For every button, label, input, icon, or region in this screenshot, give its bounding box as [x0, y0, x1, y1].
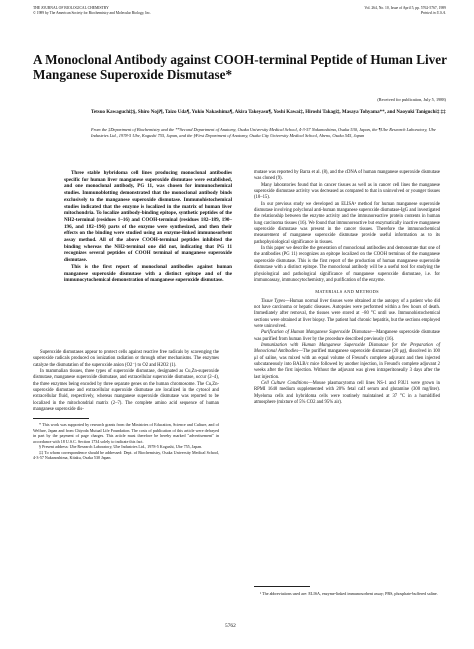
methods-paragraph — [254, 330, 440, 343]
methods-lead: Immunization with Human Manganese Superoxide Dismutase for the Preparation of Monoclonal Antibodies — [254, 342, 440, 355]
methods-text: —Human normal liver tissues were obtained at the autopsy of a patient who did not have carcinoma or hepatic diseases. Autopsies were performed within a few hours of death. Immediately after removal, the tissues were stored at −80 °C until use. Immunohistochemical sections were obtained at liver biopsy. The patient had chronic hepatitis, but the sections employed were uninvolved. — [254, 298, 440, 329]
footnote-right — [254, 581, 440, 601]
body-paragraph: In this paper we describe the generation of monoclonal antibodies and demonstrate that one of the antibodies (PG 11) recognizes an epitope localized on the COOH terminus of the manganese superoxide dismutase. This is the first report of the production of human manganese superoxide dismutase with a distinct epitope. The monoclonal antibody will be a useful tool for studying the physiological and pathological significance of manganese superoxide dismutase, i.e. for immunoassay, immunocytochemistry, and purification of the enzyme. — [254, 246, 440, 283]
methods-lead: Tissue Types — [261, 298, 285, 304]
affiliations: From the ‡Department of Biochemistry and the **Second Department of Anatomy, Osaka University Medical School, 4-3-57 Nakanoshima, Osaka 530, Japan, the ¶Ube Research Laboratory, Ube Industries Ltd., 1978-5 Ube, Kogushi 755, Japan, and the §First Department of Anatomy, Osaka City University Medical School, Abeno, Osaka 545, Japan — [91, 127, 436, 138]
volume-line: Vol. 264, No. 10, Issue of April 5, pp. 5762-5767, 1989 — [364, 6, 446, 10]
methods-lead: Cell Culture Conditions — [261, 381, 308, 386]
footnote: ‡‡ To whom correspondence should be addressed: Dept. of Biochemistry, Osaka University Medical School, 4-3-57 Nakanoshima, Kitaku, Osaka 530 Japan. — [33, 449, 219, 461]
journal-header — [33, 6, 151, 16]
body-paragraph: In our previous study we developed an ELISA¹ method for human manganese superoxide dismutase involving polyclonal anti-human manganese superoxide dismutase-IgG and investigated the relationship between the enzyme activity and the immunoreactive protein contents in human lung carcinoma tissues (16). We found that immunoreactive but enzymatically inactive manganese superoxide dismutase was present in the cancer tissues. Therefore the immunochemical measurement of manganese superoxide dismutase provide useful information as to its pathophysiological significance in tissues. — [254, 201, 440, 245]
received-date: (Received for publication, July 5, 1988) — [377, 97, 446, 102]
footnote-rule — [254, 586, 310, 587]
methods-paragraph — [254, 343, 440, 381]
left-column — [33, 350, 219, 461]
footnote: * This work was supported by research grants from the Ministries of Education, Science and Culture, and of Welfare, Japan and from Chiyoda Mutual Life Foundation. The costs of publication of this article were defrayed in part by the payment of page charges. This article must therefore be hereby marked "advertisement" in accordance with 18 U.S.C. Section 1734 solely to indicate this fact. — [33, 422, 219, 444]
abstract-paragraph: Three stable hybridoma cell lines producing monoclonal antibodies specific for human liver manganese superoxide dismutase were established, and one monoclonal antibody, PG 11, was chosen for immunochemical studies. Immunoblotting demonstrated that the monoclonal antibody binds exclusively to the manganese superoxide dismutase. Immunohistochemical studies indicated that the enzyme is localized in the matrix of human liver mitochondria. To localize antibody-binding epitope, synthetic peptides of the NH2-terminal (residues 1–16) and COOH-terminal (residues 182–189, 190–196, and 182–196) parts of the enzyme were synthesized, and then their effects on the binding were studied using an enzyme-linked immunosorbent assay method. All of the above COOH-terminal peptides inhibited the binding whereas the NH2-terminal one did not, indicating that PG 11 recognizes several peptides of COOH terminal of manganese superoxide dismutase. — [64, 170, 232, 264]
right-column — [254, 170, 440, 406]
section-heading-methods: MATERIALS AND METHODS — [315, 289, 379, 295]
copyright-line: © 1989 by The American Society for Biochemistry and Molecular Biology, Inc. — [33, 11, 151, 15]
issue-header — [364, 6, 446, 16]
page-number: 5762 — [225, 623, 236, 629]
body-paragraph: Many laboratories found that in cancer tissues as well as in cancer cell lines the manganese superoxide dismutase activity was decreased as compared to that in uninvolved or younger tissues (10–15). — [254, 182, 440, 201]
methods-text: —Manganese superoxide dismutase was purified from human liver by the procedure described previously (16). — [254, 330, 440, 342]
methods-lead: Purification of Human Manganese Superoxide Dismutase — [261, 330, 372, 336]
footnote: § Present address: Ube Research Laboratory, Ube Industries Ltd., 1978-5 Kogushi, Ube 755, Japan. — [39, 444, 203, 450]
abstract — [64, 170, 232, 284]
methods-text: —The purified manganese superoxide dismutase (20 μg), dissolved in 100 μl of saline, was mixed with an equal volume of Freund's complete adjuvant and then injected subcutaneously into BALB/c mice followed by another injection, in Freund's complete adjuvant 2 weeks after the first injection. Without the adjuvant was given intraperitoneally 3 days after the last injection. — [254, 349, 440, 380]
printed-line: Printed in U.S.A. — [420, 11, 446, 15]
methods-paragraph — [254, 381, 440, 406]
body-paragraph: mutase was reported by Barra et al. (8), and the cDNA of human manganese superoxide dismutase was cloned (9). — [254, 170, 440, 182]
footnote: ¹ The abbreviations used are: ELISA, enzyme-linked immunosorbent assay; PBS, phosphate-buffered saline. — [260, 591, 438, 597]
methods-paragraph — [254, 299, 440, 331]
methods-text: —Mouse plasmacytoma cell lines NS-1 and P3U1 were grown in RPMI 1640 medium supplemented with 20% fetal calf serum and glutamine (300 mg/liter). Myeloma cells and hybridoma cells were routinely maintained at 37 °C in a humidified atmosphere (mixture of 5% CO2 and 95% air). — [254, 381, 440, 406]
footnote-rule — [33, 418, 89, 419]
author-list: Tetsuo Kawaguchi‡§, Shiro Noji¶, Taizo Uda¶, Yukio Nakashima¶, Akira Takeyasu¶, Yoshi Kawai‡, Hiroshi Takagi‡, Masaya Tohyama**, and Naoyuki Taniguchi‡ ‡‡ — [91, 110, 446, 115]
intro-paragraph: In mammalian tissues, three types of superoxide dismutase, designated as Cu,Zn-superoxide dismutase, manganese superoxide dismutase, and extracellular superoxide dismutase, occur (2–4), the three enzymes being encoded by three separate genes on the human chromosome. The Cu,Zn-superoxide dismutase and extracellular superoxide dismutase are localized in the cytosol and extracellular fluid, respectively, whereas manganese superoxide dismutase was reported to be localized in the mitochondrial matrix (2–7). The complete amino acid sequence of human manganese superoxide dis- — [33, 369, 219, 413]
article-title: A Monoclonal Antibody against COOH-terminal Peptide of Human Liver Manganese Superoxide Dismutase* — [33, 52, 447, 82]
intro-paragraph: Superoxide dismutases appear to protect cells against reactive free radicals by scavenging the superoxide radicals produced on ionization radiation or through other mechanisms. The enzymes catalyze the dismutation of the superoxide anion (O2⁻) to O2 and H2O2 (1). — [33, 350, 219, 368]
journal-name: THE JOURNAL OF BIOLOGICAL CHEMISTRY — [33, 6, 109, 10]
abstract-paragraph: This is the first report of monoclonal antibodies against human manganese superoxide dismutase with a distinct epitope and of the immunocytochemical demonstration of manganese superoxide dismutase. — [64, 263, 232, 284]
footnotes-left — [33, 422, 219, 461]
